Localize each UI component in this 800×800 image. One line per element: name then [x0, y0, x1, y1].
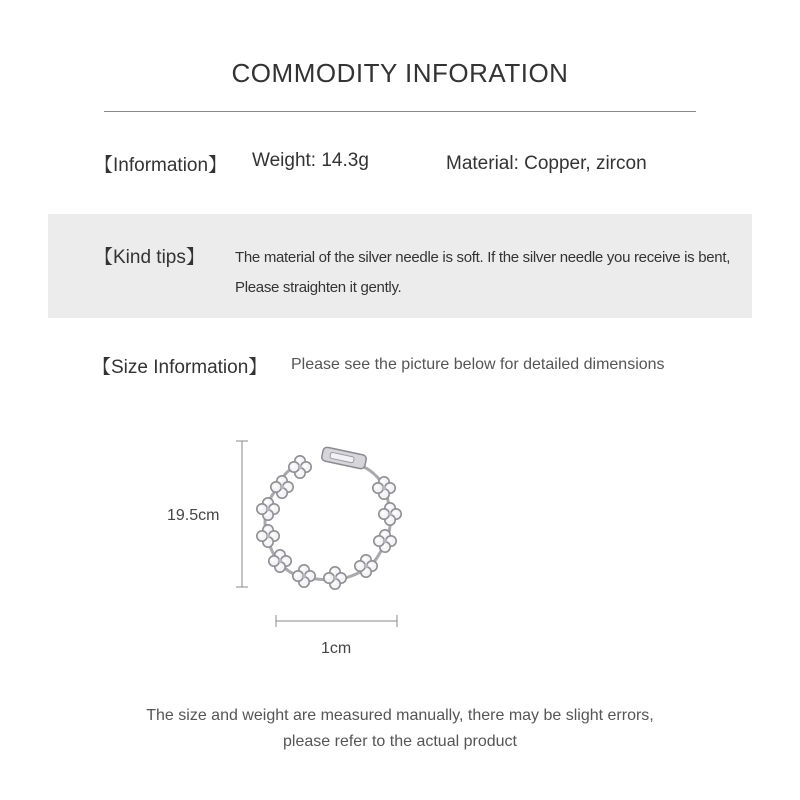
bracelet-link-icon — [374, 530, 396, 552]
clasp-icon — [321, 447, 367, 470]
size-information-label: 【Size Information】 — [92, 357, 268, 378]
bracelet-link-icon — [324, 567, 346, 589]
size-information-note: Please see the picture below for detailed dimensions — [291, 356, 665, 373]
width-dimension-label: 1cm — [321, 640, 352, 657]
bracelet-link-icon — [269, 550, 291, 572]
footer-line-1: The size and weight are measured manually, there may be slight errors, — [146, 707, 654, 724]
bracelet-link-icon — [373, 477, 395, 499]
weight-value: Weight: 14.3g — [252, 150, 369, 171]
bracelet-link-icon — [257, 525, 279, 547]
page-title: COMMODITY INFORATION — [231, 58, 569, 88]
kind-tips-panel — [48, 214, 752, 318]
height-dimension-label: 19.5cm — [167, 507, 220, 524]
bracelet-link-icon — [379, 503, 401, 525]
footer-line-2: please refer to the actual product — [283, 733, 517, 750]
information-label: 【Information】 — [94, 155, 228, 176]
height-dimension-line — [236, 441, 248, 587]
bracelet-link-icon — [289, 456, 311, 478]
bracelet-link-icon — [293, 565, 315, 587]
title-divider — [104, 111, 696, 112]
bracelet-link-icon — [271, 476, 293, 498]
material-value: Material: Copper, zircon — [446, 153, 647, 174]
information-row — [0, 150, 800, 180]
bracelet-link-icon — [257, 498, 279, 520]
width-dimension-line — [276, 615, 397, 627]
kind-tips-line-2: Please straighten it gently. — [235, 279, 402, 296]
bracelet-link-icon — [355, 555, 377, 577]
kind-tips-label: 【Kind tips】 — [94, 247, 205, 268]
footer-note — [0, 703, 800, 755]
bracelet-image — [257, 447, 401, 590]
kind-tips-line-1: The material of the silver needle is soft. If the silver needle you receive is bent, — [235, 249, 731, 266]
kind-tips-text — [235, 243, 745, 303]
